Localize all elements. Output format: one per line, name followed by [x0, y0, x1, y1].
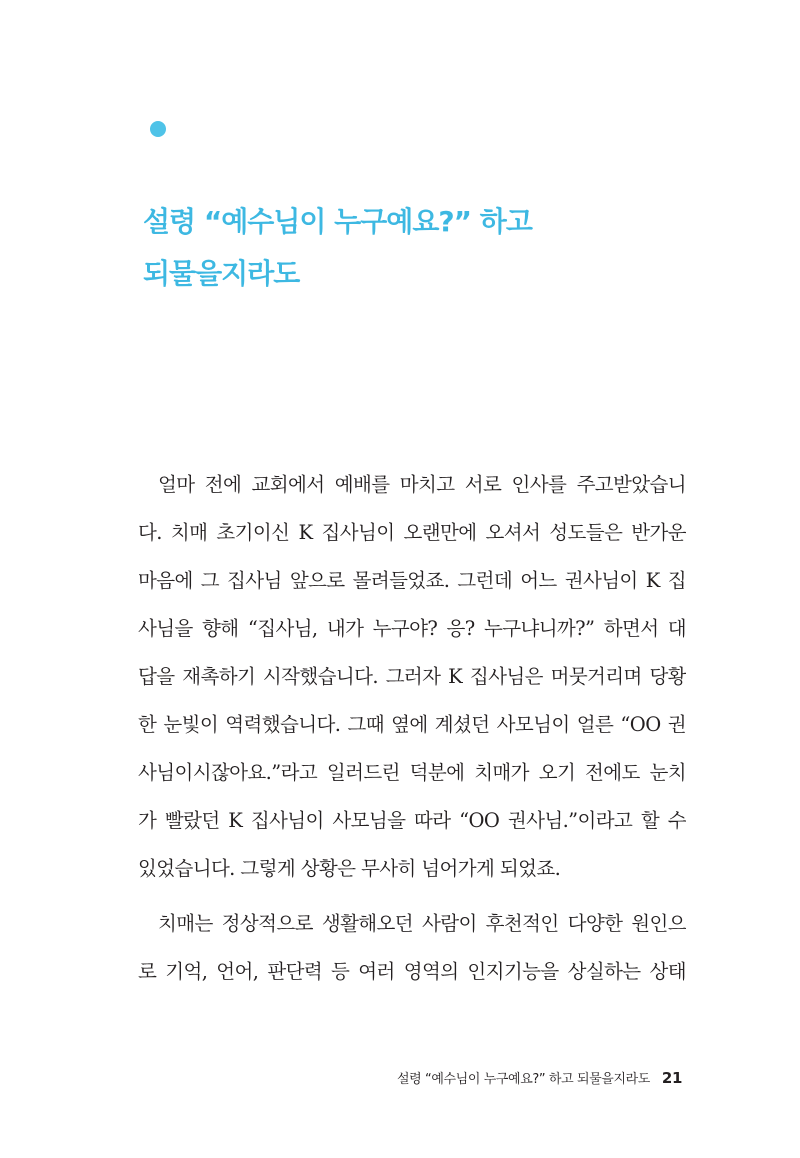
chapter-title-line-2: 되물을지라도 [143, 257, 300, 290]
paragraph-line: 마음에 그 집사님 앞으로 몰려들었죠. 그런데 어느 권사님이 K 집 [138, 569, 686, 592]
paragraph-line: 사님을 향해 “집사님, 내가 누구야? 응? 누구냐니까?” 하면서 대 [138, 617, 686, 640]
paragraph-line: 한 눈빛이 역력했습니다. 그때 옆에 계셨던 사모님이 얼른 “OO 권 [138, 713, 686, 736]
paragraph-line: 얼마 전에 교회에서 예배를 마치고 서로 인사를 주고받았습니 [158, 473, 686, 496]
body-paragraph-1 [138, 461, 686, 893]
paragraph-line: 답을 재촉하기 시작했습니다. 그러자 K 집사님은 머뭇거리며 당황 [138, 665, 686, 688]
paragraph-line: 다. 치매 초기이신 K 집사님이 오랜만에 오셔서 성도들은 반가운 [138, 521, 686, 544]
paragraph-line: 사님이시잖아요.”라고 일러드린 덕분에 치매가 오기 전에도 눈치 [138, 761, 686, 784]
chapter-title-line-1: 설령 “예수님이 누구예요?” 하고 [143, 205, 532, 238]
paragraph-line: 로 기억, 언어, 판단력 등 여러 영역의 인지기능을 상실하는 상태 [138, 960, 686, 983]
chapter-title [143, 196, 703, 300]
paragraph-line: 치매는 정상적으로 생활해오던 사람이 후천적인 다양한 원인으 [158, 912, 686, 935]
paragraph-line: 있었습니다. 그렇게 상황은 무사히 넘어가게 되었죠. [138, 857, 561, 880]
body-paragraph-2 [138, 900, 686, 996]
running-title: 설령 “예수님이 누구예요?” 하고 되물을지라도 [396, 1072, 650, 1087]
page-number: 21 [661, 1069, 682, 1087]
chapter-bullet-dot [150, 121, 166, 137]
paragraph-line: 가 빨랐던 K 집사님이 사모님을 따라 “OO 권사님.”이라고 할 수 [138, 809, 686, 832]
page-footer [397, 1068, 682, 1087]
